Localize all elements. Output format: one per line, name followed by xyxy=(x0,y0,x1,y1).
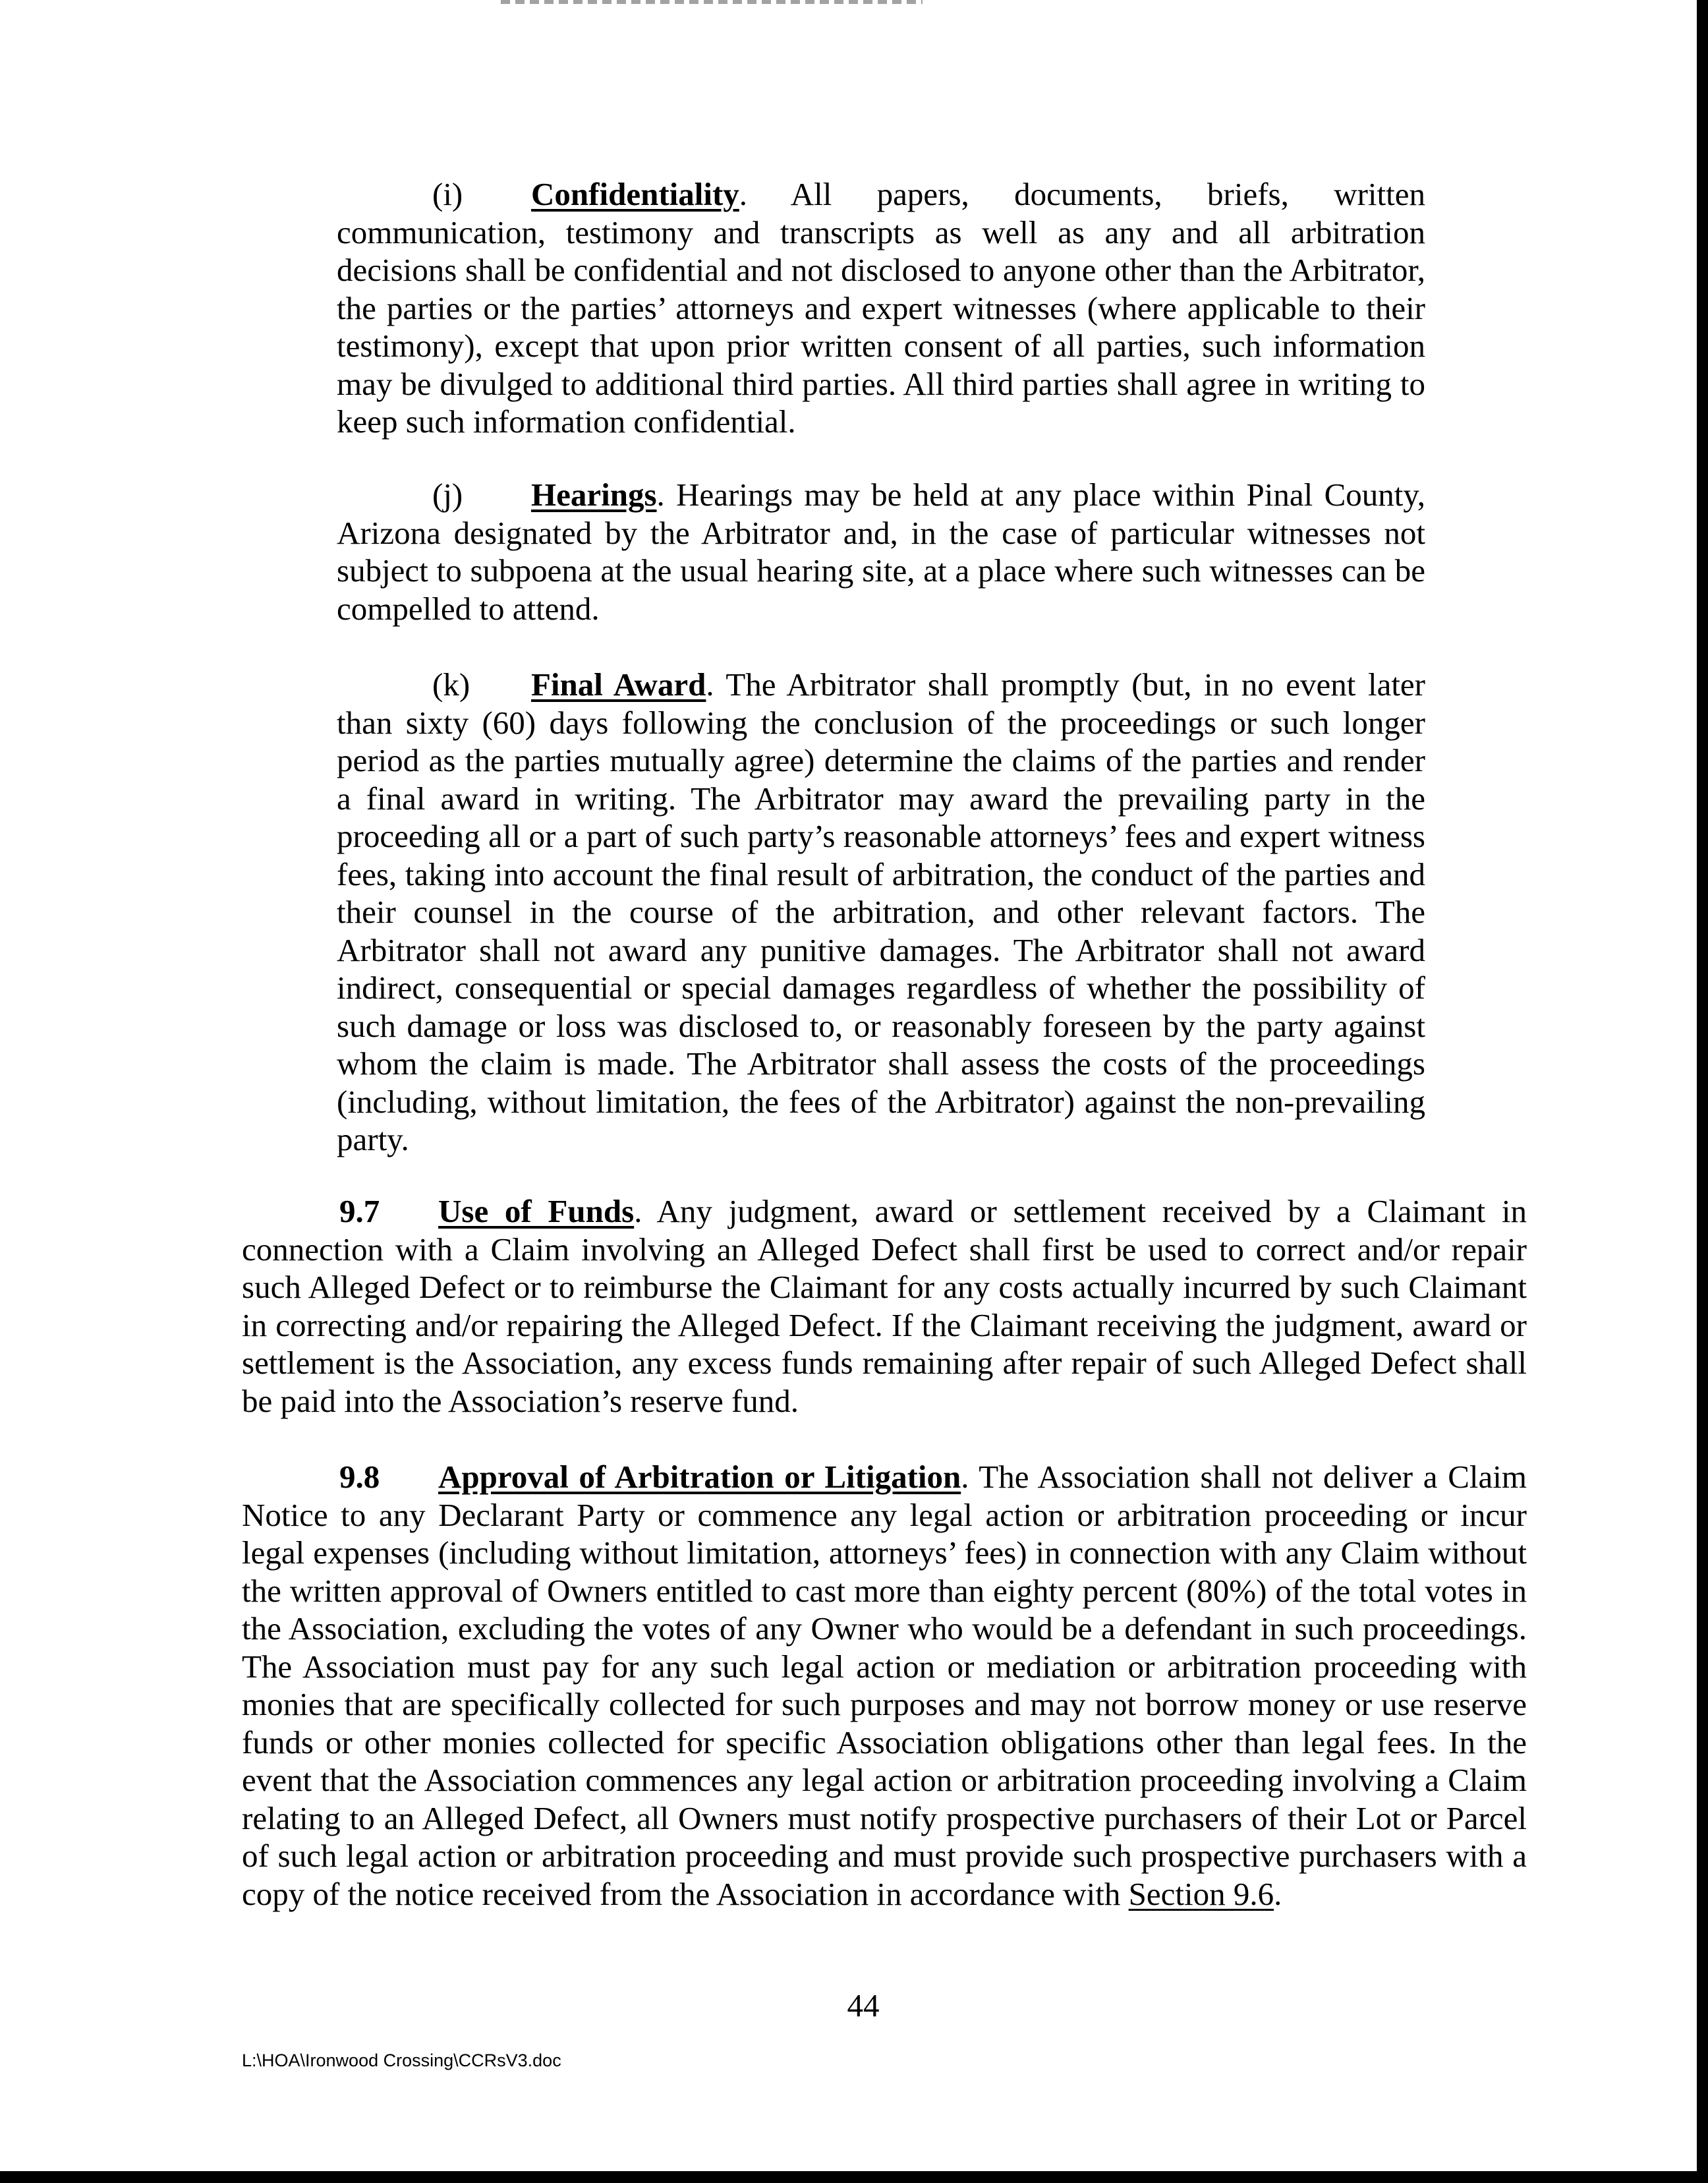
section-9-7-use-of-funds xyxy=(242,1192,1527,1420)
section-i-heading: Confidentiality xyxy=(531,176,739,212)
section-i-number: (i) xyxy=(432,176,463,212)
section-9-8-approval xyxy=(242,1458,1527,1913)
section-j-body: . Hearings may be held at any place within Pinal County, Arizona designated by the Arbitrator and, in the case of particular witnesses not subject to subpoena at the usual hearing site, at a place where such witnesses can be compelled to attend. xyxy=(337,477,1425,627)
section-9-8-body: . The Association shall not deliver a Claim Notice to any Declarant Party or commence any legal action or arbitration proceeding or incur legal expenses (including without limitation, attorneys’ fees) in connection with any Claim without the written approval of Owners entitled to cast more than eighty percent (80%) of the total votes in the Association, excluding the votes of any Owner who would be a defendant in such proceedings. The Association must pay for any such legal action or mediation or arbitration proceeding with monies that are specifically collected for such purposes and may not borrow money or use reserve funds or other monies collected for specific Association obligations other than legal fees. In the event that the Association commences any legal action or arbitration proceeding involving a Claim relating to an Alleged Defect, all Owners must notify prospective purchasers of their Lot or Parcel of such legal action or arbitration proceeding and must provide such prospective purchasers with a copy of the notice received from the Association in accordance with xyxy=(242,1459,1527,1912)
section-k-final-award xyxy=(337,666,1425,1159)
footer-file-path: L:\HOA\Ironwood Crossing\CCRsV3.doc xyxy=(242,2051,561,2070)
section-k-heading: Final Award xyxy=(531,666,706,703)
section-i-confidentiality xyxy=(337,175,1425,441)
section-k-number: (k) xyxy=(432,666,470,703)
section-j-hearings xyxy=(337,476,1425,627)
section-9-7-number: 9.7 xyxy=(339,1193,380,1229)
section-i-body: . All papers, documents, briefs, written communication, testimony and transcripts as well as any and all arbitration decisions shall be confidential and not disclosed to anyone other than the Arbitrator, the parties or the parties’ attorneys and expert witnesses (where applicable to their testimony), except that upon prior written consent of all parties, such information may be divulged to additional third parties. All third parties shall agree in writing to keep such information confidential. xyxy=(337,176,1425,440)
section-9-8-end: . xyxy=(1274,1875,1282,1912)
section-j-number: (j) xyxy=(432,477,463,513)
section-9-7-body: . Any judgment, award or settlement received by a Claimant in connection with a Claim involving an Alleged Defect shall first be used to correct and/or repair such Alleged Defect or to reimburse the Claimant for any costs actually incurred by such Claimant in correcting and/or repairing the Alleged Defect. If the Claimant receiving the judgment, award or settlement is the Association, any excess funds remaining after repair of such Alleged Defect shall be paid into the Association’s reserve fund. xyxy=(242,1193,1527,1419)
section-k-body: . The Arbitrator shall promptly (but, in no event later than sixty (60) days following the conclusion of the proceedings or such longer period as the parties mutually agree) determine the claims of the parties and render a final award in writing. The Arbitrator may award the prevailing party in the proceeding all or a part of such party’s reasonable attorneys’ fees and expert witness fees, taking into account the final result of arbitration, the conduct of the parties and their counsel in the course of the arbitration, and other relevant factors. The Arbitrator shall not award any punitive damages. The Arbitrator shall not award indirect, consequential or special damages regardless of whether the possibility of such damage or loss was disclosed to, or reasonably foreseen by the party against whom the claim is made. The Arbitrator shall assess the costs of the proceedings (including, without limitation, the fees of the Arbitrator) against the non-prevailing party. xyxy=(337,666,1426,1157)
section-9-8-number: 9.8 xyxy=(339,1459,380,1495)
page-number: 44 xyxy=(847,1987,880,2023)
scan-artifact xyxy=(501,0,923,4)
section-9-7-heading: Use of Funds xyxy=(438,1193,635,1229)
section-9-8-heading: Approval of Arbitration or Litigation xyxy=(438,1459,961,1495)
section-9-6-reference: Section 9.6 xyxy=(1128,1875,1274,1912)
section-j-heading: Hearings xyxy=(531,477,657,513)
